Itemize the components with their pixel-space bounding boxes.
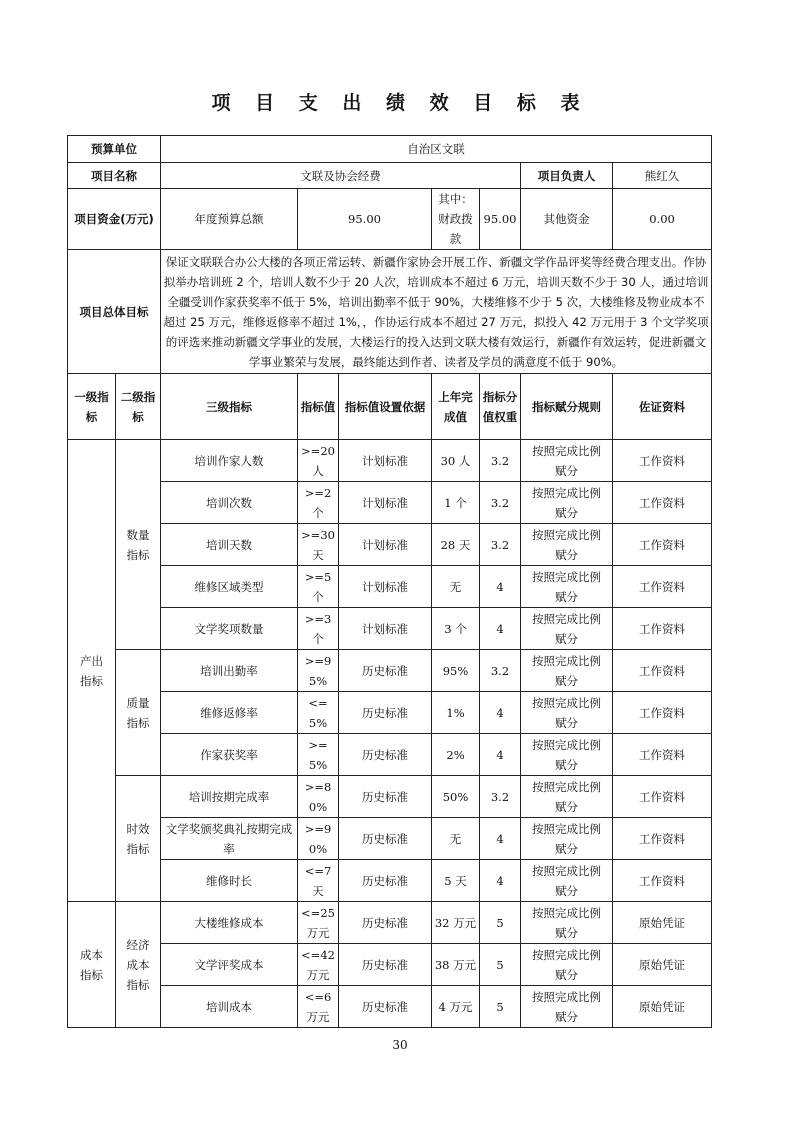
indicator-evidence: 工作资料 xyxy=(613,734,712,776)
project-name-value: 文联及协会经费 xyxy=(161,163,521,189)
indicator-name: 维修区域类型 xyxy=(161,566,298,608)
indicator-evidence: 工作资料 xyxy=(613,482,712,524)
indicator-basis: 历史标准 xyxy=(339,944,432,986)
indicator-weight: 3.2 xyxy=(480,482,521,524)
indicator-weight: 5 xyxy=(480,944,521,986)
indicator-evidence: 原始凭证 xyxy=(613,944,712,986)
indicator-weight: 5 xyxy=(480,902,521,944)
indicator-rule: 按照完成比例赋分 xyxy=(521,440,613,482)
performance-target-table xyxy=(67,135,712,1028)
indicator-name: 作家获奖率 xyxy=(161,734,298,776)
indicator-weight: 4 xyxy=(480,818,521,860)
responsible-value: 熊红久 xyxy=(613,163,712,189)
indicator-value: <=7天 xyxy=(298,860,339,902)
annual-total-value: 95.00 xyxy=(298,189,432,250)
table-row xyxy=(68,776,712,818)
indicator-weight: 4 xyxy=(480,734,521,776)
indicator-weight: 4 xyxy=(480,566,521,608)
level2-timeliness: 时效指标 xyxy=(116,776,161,902)
indicator-evidence: 工作资料 xyxy=(613,692,712,734)
indicator-weight: 3.2 xyxy=(480,524,521,566)
indicator-last-year: 28 天 xyxy=(432,524,480,566)
fiscal-value: 95.00 xyxy=(480,189,521,250)
indicator-rule: 按照完成比例赋分 xyxy=(521,650,613,692)
indicator-last-year: 38 万元 xyxy=(432,944,480,986)
project-funds-label: 项目资金(万元) xyxy=(68,189,161,250)
col-level2: 二级指标 xyxy=(116,374,161,440)
indicator-weight: 3.2 xyxy=(480,776,521,818)
indicator-last-year: 1% xyxy=(432,692,480,734)
indicator-evidence: 工作资料 xyxy=(613,818,712,860)
indicator-weight: 3.2 xyxy=(480,440,521,482)
indicator-evidence: 工作资料 xyxy=(613,650,712,692)
indicator-last-year: 3 个 xyxy=(432,608,480,650)
table-row xyxy=(68,482,712,524)
indicator-basis: 计划标准 xyxy=(339,482,432,524)
indicator-name: 文学奖项数量 xyxy=(161,608,298,650)
budget-unit-label: 预算单位 xyxy=(68,136,161,163)
indicator-evidence: 工作资料 xyxy=(613,608,712,650)
responsible-label: 项目负责人 xyxy=(521,163,613,189)
table-row xyxy=(68,524,712,566)
table-row xyxy=(68,902,712,944)
indicator-rule: 按照完成比例赋分 xyxy=(521,902,613,944)
table-row xyxy=(68,986,712,1028)
indicator-basis: 计划标准 xyxy=(339,440,432,482)
indicator-rule: 按照完成比例赋分 xyxy=(521,608,613,650)
indicator-last-year: 无 xyxy=(432,818,480,860)
overall-goal-label: 项目总体目标 xyxy=(68,250,161,374)
col-evidence: 佐证资料 xyxy=(613,374,712,440)
indicator-last-year: 32 万元 xyxy=(432,902,480,944)
indicator-weight: 4 xyxy=(480,860,521,902)
table-row xyxy=(68,566,712,608)
indicator-name: 培训次数 xyxy=(161,482,298,524)
indicator-basis: 计划标准 xyxy=(339,608,432,650)
indicator-name: 培训出勤率 xyxy=(161,650,298,692)
indicator-evidence: 原始凭证 xyxy=(613,986,712,1028)
indicator-weight: 4 xyxy=(480,692,521,734)
fiscal-label: 其中：财政拨款 xyxy=(432,189,480,250)
indicator-rule: 按照完成比例赋分 xyxy=(521,524,613,566)
col-rule: 指标赋分规则 xyxy=(521,374,613,440)
level2-economic: 经济成本指标 xyxy=(116,902,161,1028)
indicator-last-year: 30 人 xyxy=(432,440,480,482)
col-weight: 指标分值权重 xyxy=(480,374,521,440)
indicator-rule: 按照完成比例赋分 xyxy=(521,776,613,818)
indicator-last-year: 无 xyxy=(432,566,480,608)
indicator-last-year: 4 万元 xyxy=(432,986,480,1028)
indicator-basis: 历史标准 xyxy=(339,650,432,692)
indicator-weight: 5 xyxy=(480,986,521,1028)
indicator-name: 文学奖颁奖典礼按期完成率 xyxy=(161,818,298,860)
indicator-weight: 3.2 xyxy=(480,650,521,692)
indicator-basis: 历史标准 xyxy=(339,818,432,860)
indicator-name: 培训天数 xyxy=(161,524,298,566)
indicator-name: 培训成本 xyxy=(161,986,298,1028)
project-name-label: 项目名称 xyxy=(68,163,161,189)
indicator-weight: 4 xyxy=(480,608,521,650)
indicator-rule: 按照完成比例赋分 xyxy=(521,734,613,776)
table-row xyxy=(68,818,712,860)
indicator-name: 培训按期完成率 xyxy=(161,776,298,818)
indicator-value: >=20人 xyxy=(298,440,339,482)
level1-cost: 成本指标 xyxy=(68,902,116,1028)
indicator-rule: 按照完成比例赋分 xyxy=(521,818,613,860)
indicator-last-year: 50% xyxy=(432,776,480,818)
indicator-basis: 历史标准 xyxy=(339,902,432,944)
indicator-value: <=6万元 xyxy=(298,986,339,1028)
indicator-rule: 按照完成比例赋分 xyxy=(521,986,613,1028)
indicator-evidence: 工作资料 xyxy=(613,524,712,566)
indicator-basis: 计划标准 xyxy=(339,566,432,608)
indicator-name: 文学评奖成本 xyxy=(161,944,298,986)
indicator-rule: 按照完成比例赋分 xyxy=(521,944,613,986)
level1-output: 产出指标 xyxy=(68,440,116,902)
indicator-evidence: 工作资料 xyxy=(613,566,712,608)
indicator-rule: 按照完成比例赋分 xyxy=(521,482,613,524)
indicator-rule: 按照完成比例赋分 xyxy=(521,566,613,608)
indicator-value: <=25万元 xyxy=(298,902,339,944)
indicator-basis: 历史标准 xyxy=(339,776,432,818)
indicator-evidence: 原始凭证 xyxy=(613,902,712,944)
table-row xyxy=(68,650,712,692)
col-last-year: 上年完成值 xyxy=(432,374,480,440)
budget-unit-value: 自治区文联 xyxy=(161,136,712,163)
indicator-basis: 历史标准 xyxy=(339,734,432,776)
indicator-value: <=42万元 xyxy=(298,944,339,986)
indicator-value: >=95% xyxy=(298,650,339,692)
indicator-basis: 历史标准 xyxy=(339,692,432,734)
indicator-rule: 按照完成比例赋分 xyxy=(521,692,613,734)
indicator-value: >=30天 xyxy=(298,524,339,566)
indicator-evidence: 工作资料 xyxy=(613,776,712,818)
indicator-basis: 历史标准 xyxy=(339,860,432,902)
page-title: 项 目 支 出 绩 效 目 标 表 xyxy=(211,92,589,114)
indicator-last-year: 1 个 xyxy=(432,482,480,524)
indicator-value: >=5% xyxy=(298,734,339,776)
table-row xyxy=(68,944,712,986)
table-row xyxy=(68,734,712,776)
indicator-basis: 计划标准 xyxy=(339,524,432,566)
indicator-value: >=3个 xyxy=(298,608,339,650)
indicator-name: 维修返修率 xyxy=(161,692,298,734)
table-row xyxy=(68,860,712,902)
indicator-evidence: 工作资料 xyxy=(613,440,712,482)
col-basis: 指标值设置依据 xyxy=(339,374,432,440)
other-funds-label: 其他资金 xyxy=(521,189,613,250)
col-level1: 一级指标 xyxy=(68,374,116,440)
indicator-name: 大楼维修成本 xyxy=(161,902,298,944)
level2-quality: 质量指标 xyxy=(116,650,161,776)
indicator-basis: 历史标准 xyxy=(339,986,432,1028)
other-funds-value: 0.00 xyxy=(613,189,712,250)
indicator-value: <=5% xyxy=(298,692,339,734)
indicator-value: >=5个 xyxy=(298,566,339,608)
overall-goal-text: 保证文联联合办公大楼的各项正常运转、新疆作家协会开展工作、新疆文学作品评奖等经费合理支出。作协拟举办培训班 2 个，培训人数不少于 20 人次，培训成本不超过 6 万元，培训天数不少于 30 人，通过培训全疆受训作家获奖率不低于 5%，培训出勤率不低于 90%，大楼维修不少于 5 次，大楼维修及物业成本不超过 25 万元，维修返修率不超过 1%，，作协运行成本不超过 27 万元，拟投入 42 万元用于 3 个文学奖项的评选来推动新疆文学事业的发展，大楼运行的投入达到文联大楼有效运行，新疆作有效运转，促进新疆文学事业繁荣与发展，最终能达到作者、读者及学员的满意度不低于 90%。 xyxy=(161,250,712,374)
indicator-evidence: 工作资料 xyxy=(613,860,712,902)
indicator-value: >=90% xyxy=(298,818,339,860)
indicator-last-year: 5 天 xyxy=(432,860,480,902)
indicator-last-year: 2% xyxy=(432,734,480,776)
col-value: 指标值 xyxy=(298,374,339,440)
table-row xyxy=(68,440,712,482)
indicator-value: >=80% xyxy=(298,776,339,818)
page-number: 30 xyxy=(392,1038,408,1052)
indicator-value: >=2个 xyxy=(298,482,339,524)
indicator-name: 维修时长 xyxy=(161,860,298,902)
table-row xyxy=(68,692,712,734)
level2-quantity: 数量指标 xyxy=(116,440,161,650)
table-row xyxy=(68,608,712,650)
indicator-last-year: 95% xyxy=(432,650,480,692)
annual-total-label: 年度预算总额 xyxy=(161,189,298,250)
col-level3: 三级指标 xyxy=(161,374,298,440)
indicator-rule: 按照完成比例赋分 xyxy=(521,860,613,902)
indicator-name: 培训作家人数 xyxy=(161,440,298,482)
